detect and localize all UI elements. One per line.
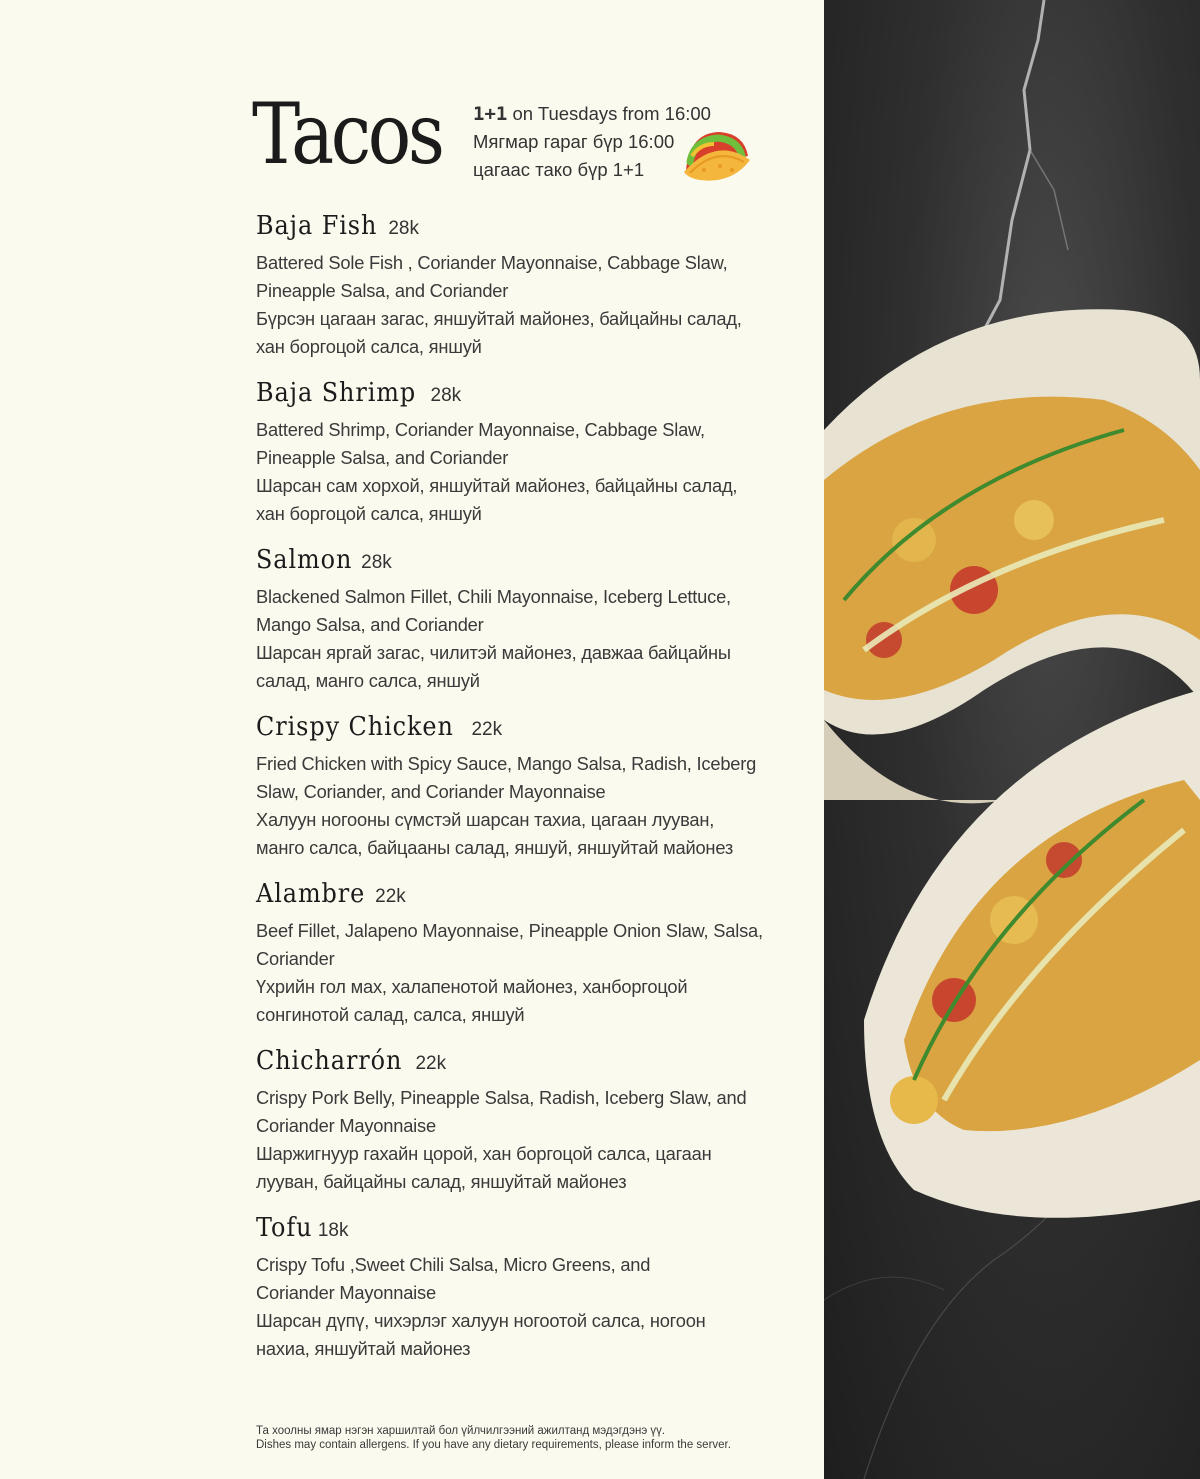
promo-line-1: on Tuesdays from 16:00 bbox=[512, 103, 711, 124]
menu-item-salmon bbox=[256, 545, 816, 712]
taco-icon bbox=[680, 126, 752, 184]
menu-item-chicharron bbox=[256, 1046, 816, 1213]
item-price: 18k bbox=[317, 1220, 349, 1241]
item-name: Crispy Chicken bbox=[256, 712, 454, 742]
page-title: Tacos bbox=[252, 85, 442, 183]
menu-item-tofu bbox=[256, 1213, 816, 1380]
item-desc-mn-2: хан боргоцой салса, яншуй bbox=[256, 503, 482, 524]
marble-taco-illustration bbox=[824, 0, 1200, 1479]
item-name: Baja Shrimp bbox=[256, 378, 417, 408]
item-name: Chicharrón bbox=[256, 1046, 403, 1076]
menu-item-alambre bbox=[256, 879, 816, 1046]
menu-item-baja-shrimp bbox=[256, 378, 816, 545]
item-desc-en-2: Slaw, Coriander, and Coriander Mayonnaise bbox=[256, 781, 606, 802]
item-price: 28k bbox=[361, 552, 392, 573]
item-name: Baja Fish bbox=[256, 211, 378, 241]
item-desc-mn-2: сонгинотой салад, салса, яншуй bbox=[256, 1004, 525, 1025]
item-desc-en-1: Fried Chicken with Spicy Sauce, Mango Salsa, Radish, Iceberg bbox=[256, 753, 757, 774]
item-name: Tofu bbox=[256, 1213, 313, 1243]
item-desc-en-1: Battered Shrimp, Coriander Mayonnaise, Cabbage Slaw, bbox=[256, 419, 705, 440]
menu-items bbox=[256, 211, 816, 1380]
item-desc-en-1: Crispy Tofu ,Sweet Chili Salsa, Micro Greens, and bbox=[256, 1254, 651, 1275]
item-price: 22k bbox=[375, 886, 406, 907]
item-desc-en-2: Mango Salsa, and Coriander bbox=[256, 614, 484, 635]
item-desc-mn-1: Шаржигнуур гахайн цорой, хан боргоцой салса, цагаан bbox=[256, 1143, 712, 1164]
item-desc-en-1: Crispy Pork Belly, Pineapple Salsa, Radish, Iceberg Slaw, and bbox=[256, 1087, 747, 1108]
allergen-notice-mn: Та хоолны ямар нэгэн харшилтай бол үйлчилгээний ажилтанд мэдэгдэнэ үү. bbox=[256, 1425, 666, 1437]
item-desc-en-1: Beef Fillet, Jalapeno Mayonnaise, Pineapple Onion Slaw, Salsa, bbox=[256, 920, 763, 941]
promo-bold: 1+1 bbox=[473, 103, 508, 125]
item-desc-mn-1: Шарсан яргай загас, чилитэй майонез, давжаа байцайны bbox=[256, 642, 731, 663]
item-desc-en-1: Blackened Salmon Fillet, Chili Mayonnaise, Iceberg Lettuce, bbox=[256, 586, 731, 607]
item-name: Salmon bbox=[256, 545, 353, 575]
promo-line-3: цагаас тако бүр 1+1 bbox=[473, 159, 645, 180]
menu-item-crispy-chicken bbox=[256, 712, 816, 879]
item-desc-mn-2: нахиа, яншуйтай майонез bbox=[256, 1338, 471, 1359]
promo-line-2: Мягмар гараг бүр 16:00 bbox=[473, 131, 675, 152]
item-desc-mn-2: салад, манго салса, яншуй bbox=[256, 670, 480, 691]
item-desc-en-2: Pineapple Salsa, and Coriander bbox=[256, 447, 509, 468]
item-price: 28k bbox=[430, 385, 462, 406]
item-desc-mn-1: Үхрийн гол мах, халапенотой майонез, ханборгоцой bbox=[256, 976, 688, 997]
item-desc-mn-1: Шарсан дүпү, чихэрлэг халуун ногоотой салса, ногоон bbox=[256, 1310, 706, 1331]
promo-text bbox=[473, 100, 711, 184]
item-desc-mn-1: Халуун ногооны сүмстэй шарсан тахиа, цагаан лууван, bbox=[256, 809, 715, 830]
item-desc-en-2: Coriander Mayonnaise bbox=[256, 1115, 436, 1136]
item-desc-mn-2: хан боргоцой салса, яншуй bbox=[256, 336, 482, 357]
allergen-notice bbox=[256, 1424, 731, 1452]
allergen-notice-en: Dishes may contain allergens. If you have any dietary requirements, please inform the server. bbox=[256, 1439, 731, 1451]
item-name: Alambre bbox=[256, 879, 366, 909]
item-desc-en-2: Coriander Mayonnaise bbox=[256, 1282, 436, 1303]
item-desc-en-2: Coriander bbox=[256, 948, 335, 969]
item-desc-mn-1: Шарсан сам хорхой, яншуйтай майонез, байцайны салад, bbox=[256, 475, 738, 496]
item-desc-mn-1: Бүрсэн цагаан загас, яншуйтай майонез, байцайны салад, bbox=[256, 308, 742, 329]
taco-photo bbox=[824, 0, 1200, 1479]
menu-item-baja-fish bbox=[256, 211, 816, 378]
item-price: 28k bbox=[388, 218, 419, 239]
item-price: 22k bbox=[471, 719, 503, 740]
item-desc-en-2: Pineapple Salsa, and Coriander bbox=[256, 280, 509, 301]
item-price: 22k bbox=[415, 1053, 447, 1074]
item-desc-mn-2: манго салса, байцааны салад, яншуй, яншуйтай майонез bbox=[256, 837, 734, 858]
item-desc-mn-2: лууван, байцайны салад, яншуйтай майонез bbox=[256, 1171, 627, 1192]
item-desc-en-1: Battered Sole Fish , Coriander Mayonnaise, Cabbage Slaw, bbox=[256, 252, 728, 273]
